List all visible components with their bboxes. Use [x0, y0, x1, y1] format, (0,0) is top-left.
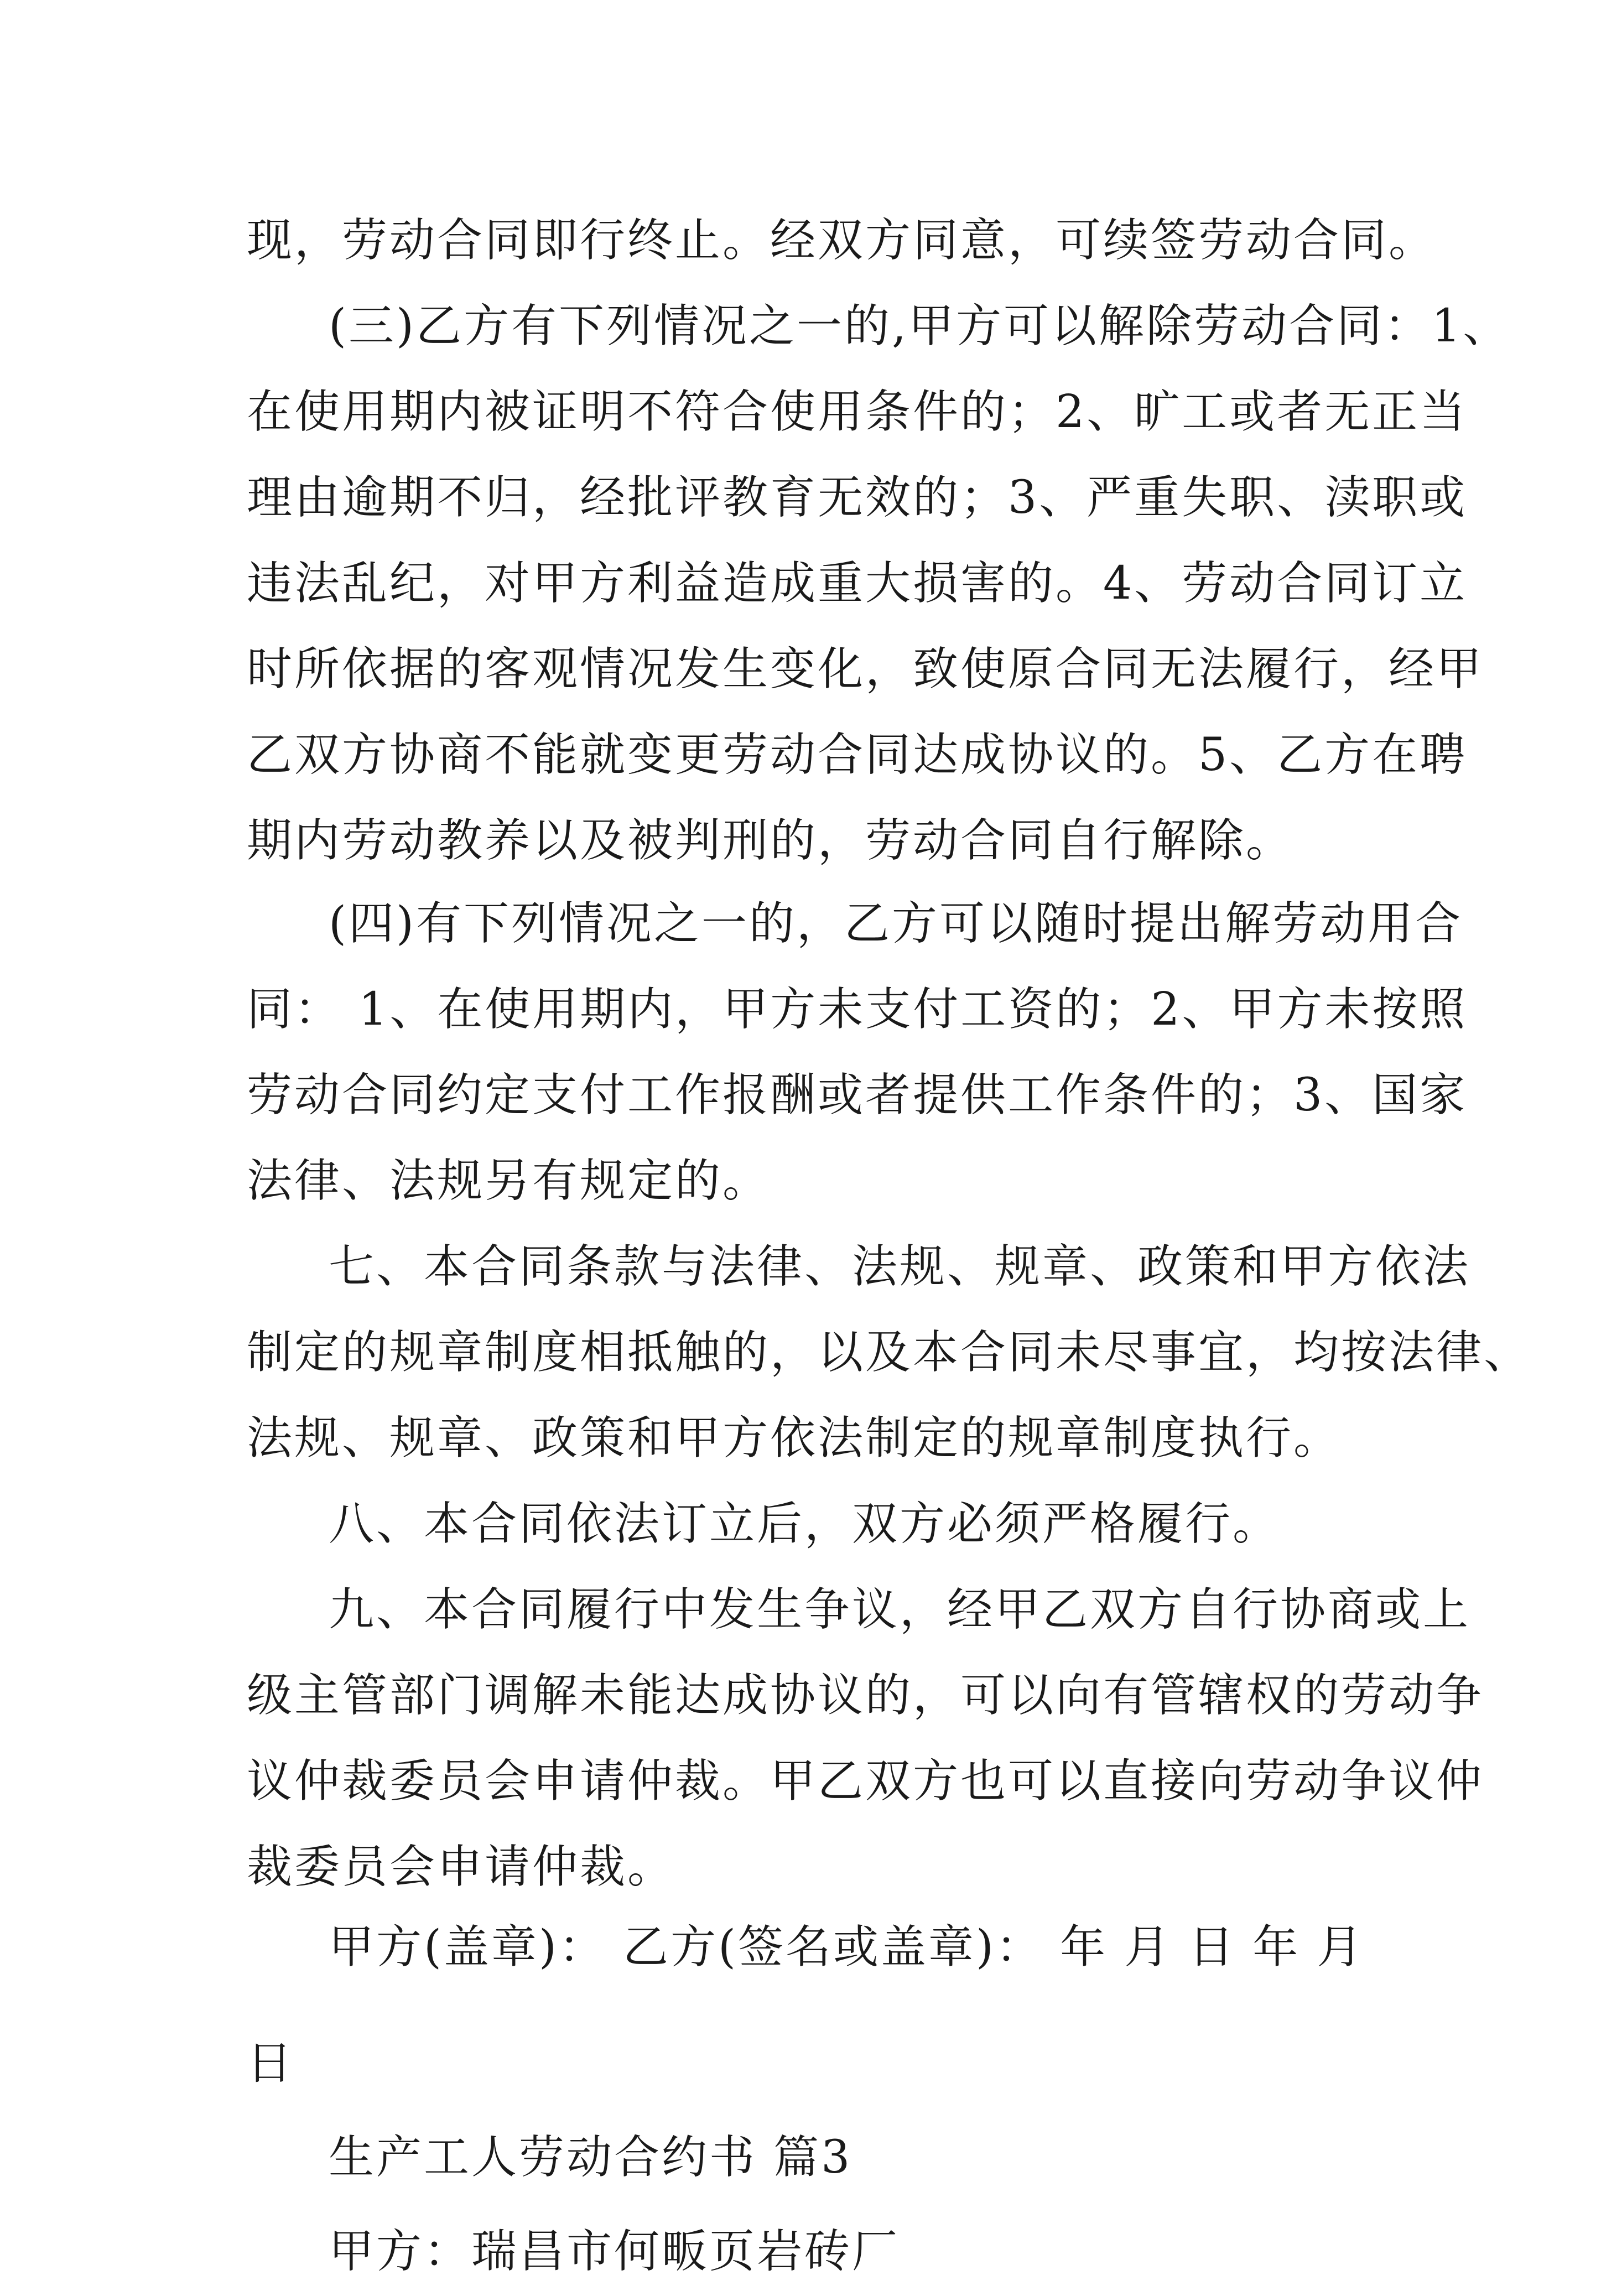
paragraph-line: 劳动合同约定支付工作报酬或者提供工作条件的；3、国家	[247, 1069, 1468, 1121]
paragraph-line: 理由逾期不归，经批评教育无效的；3、严重失职、渎职或	[247, 471, 1468, 524]
paragraph-line: 同： 1、在使用期内，甲方未支付工资的；2、甲方未按照	[247, 983, 1468, 1036]
paragraph-line: 在使用期内被证明不符合使用条件的；2、旷工或者无正当	[247, 386, 1468, 438]
party-line: 甲方：瑞昌市何畈页岩砖厂	[329, 2225, 900, 2278]
paragraph-line: 制定的规章制度相抵触的，以及本合同未尽事宜，均按法律、	[247, 1326, 1532, 1379]
paragraph-line: 九、本合同履行中发生争议，经甲乙双方自行协商或上	[329, 1583, 1471, 1636]
paragraph-line: 八、本合同依法订立后，双方必须严格履行。	[329, 1498, 1281, 1550]
paragraph-line: (三)乙方有下列情况之一的,甲方可以解除劳动合同：1、	[329, 300, 1511, 352]
paragraph-line: 法律、法规另有规定的。	[247, 1155, 771, 1207]
paragraph-line: 议仲裁委员会申请仲裁。甲乙双方也可以直接向劳动争议仲	[247, 1755, 1484, 1807]
signature-line: 甲方(盖章)： 乙方(签名或盖章)： 年 月 日 年 月	[329, 1921, 1365, 1973]
paragraph-line: 现，劳动合同即行终止。经双方同意，可续签劳动合同。	[247, 214, 1437, 267]
paragraph-line: 裁委员会申请仲裁。	[247, 1841, 675, 1893]
paragraph-line: 法规、规章、政策和甲方依法制定的规章制度执行。	[247, 1412, 1342, 1464]
paragraph-line: 违法乱纪，对甲方利益造成重大损害的。4、劳动合同订立	[247, 557, 1468, 610]
paragraph-line: 时所依据的客观情况发生变化，致使原合同无法履行，经甲	[247, 643, 1484, 695]
paragraph-line: 乙双方协商不能就变更劳动合同达成协议的。5、乙方在聘	[247, 729, 1468, 781]
paragraph-line: (四)有下列情况之一的，乙方可以随时提出解劳动用合	[329, 897, 1463, 950]
paragraph-line: 级主管部门调解未能达成协议的，可以向有管辖权的劳动争	[247, 1669, 1484, 1722]
signature-line: 日	[247, 2037, 295, 2090]
paragraph-line: 七、本合同条款与法律、法规、规章、政策和甲方依法	[329, 1240, 1471, 1293]
section-title: 生产工人劳动合约书 篇3	[329, 2131, 853, 2184]
paragraph-line: 期内劳动教养以及被判刑的，劳动合同自行解除。	[247, 814, 1294, 867]
